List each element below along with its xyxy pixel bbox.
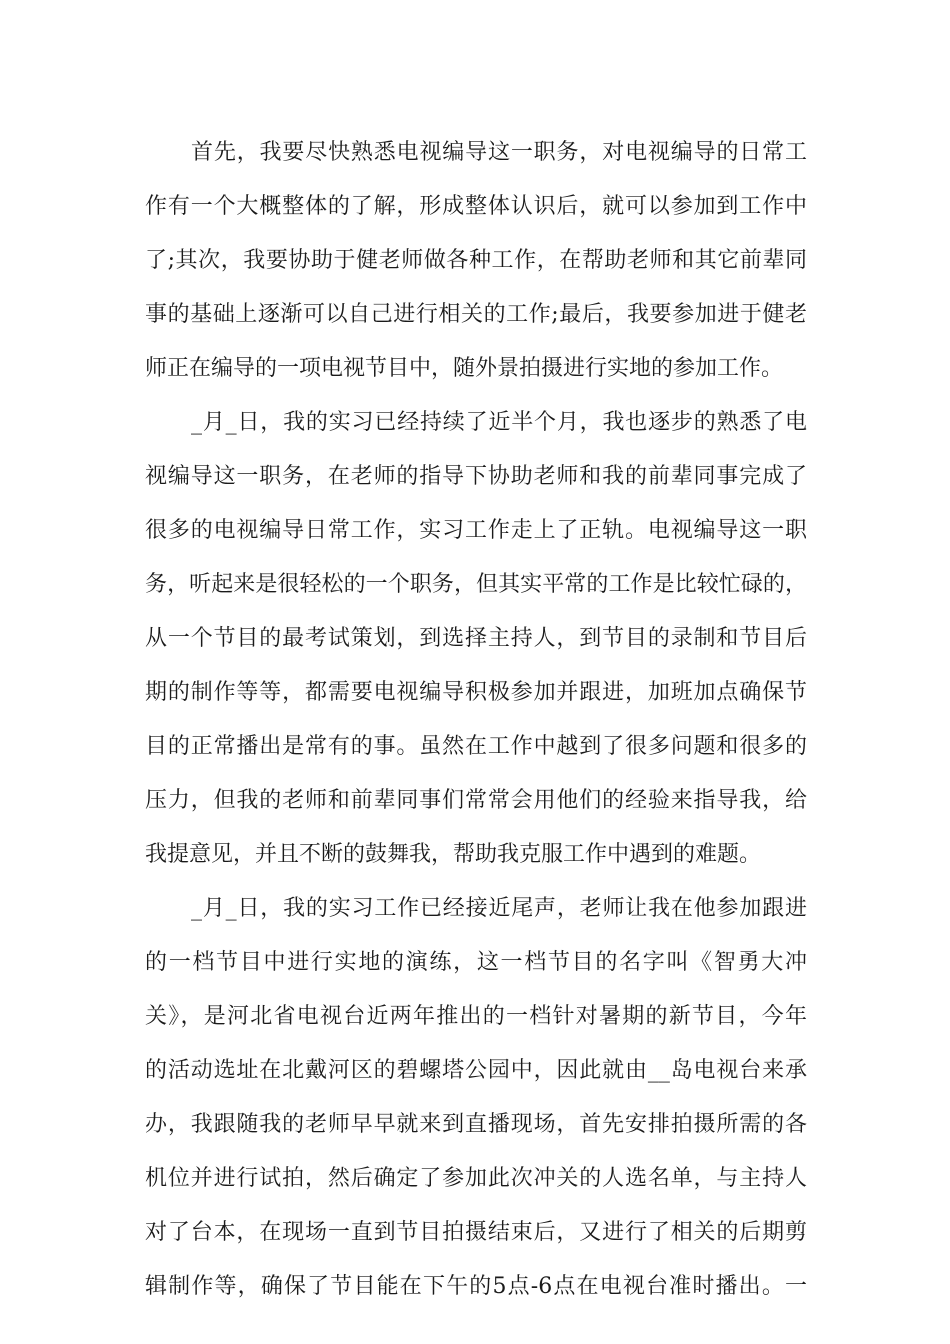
- text-line: 视编导这一职务，在老师的指导下协助老师和我的前辈同事完成了: [145, 464, 807, 489]
- paragraph-1: [145, 134, 807, 404]
- text-line: 对了台本，在现场一直到节目拍摄结束后，又进行了相关的后期剪: [145, 1220, 807, 1245]
- text-line: 务，听起来是很轻松的一个职务，但其实平常的工作是比较忙碌的，: [145, 572, 807, 597]
- document-body: [145, 134, 807, 1322]
- text-line: 了;其次，我要协助于健老师做各种工作，在帮助老师和其它前辈同: [145, 248, 807, 273]
- text-line: _月_日，我的实习工作已经接近尾声，老师让我在他参加跟进: [191, 896, 807, 921]
- text-line: 机位并进行试拍，然后确定了参加此次冲关的人选名单，与主持人: [145, 1166, 807, 1191]
- text-line: 作有一个大概整体的了解，形成整体认识后，就可以参加到工作中: [145, 194, 807, 219]
- text-line: _月_日，我的实习已经持续了近半个月，我也逐步的熟悉了电: [191, 410, 807, 435]
- text-line: 的一档节目中进行实地的演练，这一档节目的名字叫《智勇大冲: [145, 950, 807, 975]
- text-line: 期的制作等等，都需要电视编导积极参加并跟进，加班加点确保节: [145, 680, 807, 705]
- text-line: 从一个节目的最考试策划，到选择主持人，到节目的录制和节目后: [145, 626, 807, 651]
- text-line: 目的正常播出是常有的事。虽然在工作中越到了很多问题和很多的: [145, 734, 807, 759]
- text-line: 的活动选址在北戴河区的碧螺塔公园中，因此就由__岛电视台来承: [145, 1058, 807, 1083]
- paragraph-3: [145, 890, 807, 1322]
- text-line: 办，我跟随我的老师早早就来到直播现场，首先安排拍摄所需的各: [145, 1112, 807, 1137]
- text-line: 辑制作等，确保了节目能在下午的5点-6点在电视台准时播出。一: [145, 1274, 807, 1299]
- text-line: 首先，我要尽快熟悉电视编导这一职务，对电视编导的日常工: [191, 140, 807, 165]
- text-line: 师正在编导的一项电视节目中，随外景拍摄进行实地的参加工作。: [145, 356, 784, 381]
- text-line: 事的基础上逐渐可以自己进行相关的工作;最后，我要参加进于健老: [145, 302, 807, 327]
- text-line: 我提意见，并且不断的鼓舞我，帮助我克服工作中遇到的难题。: [145, 842, 762, 867]
- paragraph-2: [145, 404, 807, 890]
- text-line: 很多的电视编导日常工作，实习工作走上了正轨。电视编导这一职: [145, 518, 807, 543]
- text-line: 压力，但我的老师和前辈同事们常常会用他们的经验来指导我，给: [145, 788, 807, 813]
- text-line: 关》，是河北省电视台近两年推出的一档针对暑期的新节目，今年: [145, 1004, 807, 1029]
